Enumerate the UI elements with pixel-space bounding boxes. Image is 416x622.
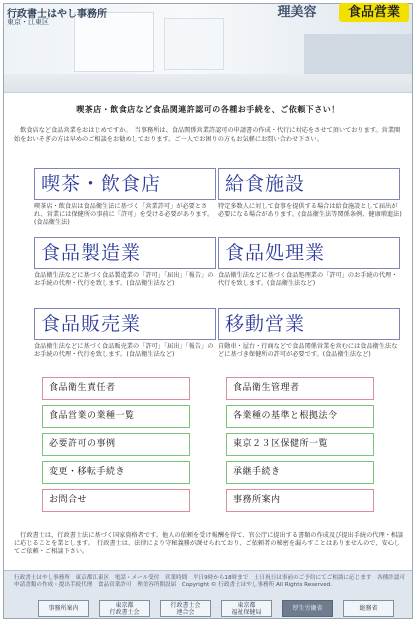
category-shori[interactable] [218,237,400,269]
category-title: 移動営業 [225,313,306,335]
link-kyoka-jirei[interactable]: 必要許可の事例 [42,433,190,456]
footer-button-fukushi[interactable]: 東京都 福祉保健局 [221,600,272,617]
lead-heading: 喫茶店・飲食店など食品関連許認可の各種お手続を、ご依頼下さい！ [76,105,340,114]
link-shokei[interactable]: 承継手続き [226,461,374,484]
footer-button-tokyo-gyoseishoshi[interactable]: 東京都 行政書士会 [99,600,150,617]
category-desc: 食品衛生法などに基づく食品処理業の「許可」のお手続の代理・代行を致します。(食品衛生法など) [218,272,398,287]
category-hanbai[interactable] [34,308,216,340]
category-desc: 自動車・屋台・行商などで食品関係営業を営むには食品衛生法などに基づき保健所の許可が必要です。(食品衛生法など) [218,343,398,358]
category-ido[interactable] [218,308,400,340]
office-area: 東京・江東区 [7,18,49,26]
banner-window [74,12,154,72]
category-seizo[interactable] [34,237,216,269]
category-title: 食品処理業 [225,242,326,264]
category-desc: 食品衛生法などに基づく食品販売業の「許可」「届出」「報告」のお手続の代理・代行を致します。(食品衛生法など) [34,343,214,358]
link-office-info[interactable]: 事務所案内 [226,489,374,512]
category-title: 給食施設 [225,173,306,195]
link-kijun-horei[interactable]: 各業種の基準と根拠法令 [226,405,374,428]
link-contact[interactable]: お問合せ [42,489,190,512]
category-desc: 食品衛生法などに基づく食品製造業の「許可」「届出」「報告」のお手続の代理・代行を致します。(食品衛生法など) [34,272,214,287]
footer-button-soumu[interactable]: 総務省 [343,600,394,617]
category-title: 喫茶・飲食店 [41,173,162,195]
footer-button-rengokai[interactable]: 行政書士会 連合会 [160,600,211,617]
link-henko-iten[interactable]: 変更・移転手続き [42,461,190,484]
link-gyoshu-ichiran[interactable]: 食品営業の業種一覧 [42,405,190,428]
tab-food[interactable]: 食品営業 [339,3,409,22]
footer-button-office[interactable]: 事務所案内 [38,600,89,617]
category-title: 食品製造業 [41,242,142,264]
footer-text: 行政書士はやし事務所 東京都江東区 電話・メール受付 営業時間 平日9時から18時まで 土日祝日は事前のご予約にてご相談に応じます 各種許認可申請書類の作成・提出手続代理 食品営業許可 理美容所開設届 Copyright © 行政書士はやし事務所 All Rights Reserved. [14,575,405,588]
category-title: 食品販売業 [41,313,142,335]
link-hokenjo-ichiran[interactable]: 東京２３区保健所一覧 [226,433,374,456]
link-eisei-sekininsha[interactable]: 食品衛生責任者 [42,377,190,400]
category-desc: 特定多数人に対して食事を提供する場合は給食施設として届出が必要になる場合があります。(食品衛生法等関係条例、健康増進法) [218,203,402,218]
footer-button-mhlw[interactable]: 厚生労働省 [282,600,333,617]
category-kyushoku[interactable] [218,168,400,200]
notes-text: 行政書士は、行政書士法に基づく国家資格者です。他人の依頼を受け報酬を得て、官公庁に提出する書類の作成及び提出手続の代理・相談に応じることを業とします。 行政書士は、法律により守秘義務が課せられており、ご依頼者の秘密を漏らすことはありませんので、安心してご依頼・ご相談下さい。 [14,532,404,555]
office-name[interactable]: 行政書士はやし事務所 [7,9,107,20]
banner-window [164,18,224,70]
intro-text: 飲食店など食品営業をおはじめですか。 当事務所は、食品関係営業許認可の申請書の作成・代行に対応をさせて頂いております。営業開始をおいそぎの方は早めのご相談をお勧めしております。ご一人でお困りの方もお気軽にお問い合わせ下さい。 [14,127,401,143]
tab-biyo[interactable]: 理美容 [277,5,317,20]
banner-floor [4,74,412,92]
header-divider [4,92,412,93]
category-desc: 喫茶店・飲食店は食品衛生法に基づく「営業許可」が必要とされ、営業には保健所の事前に「許可」を受ける必要があります。(食品衛生法) [34,203,214,226]
category-kissa[interactable] [34,168,216,200]
link-eisei-kanrisha[interactable]: 食品衛生管理者 [226,377,374,400]
